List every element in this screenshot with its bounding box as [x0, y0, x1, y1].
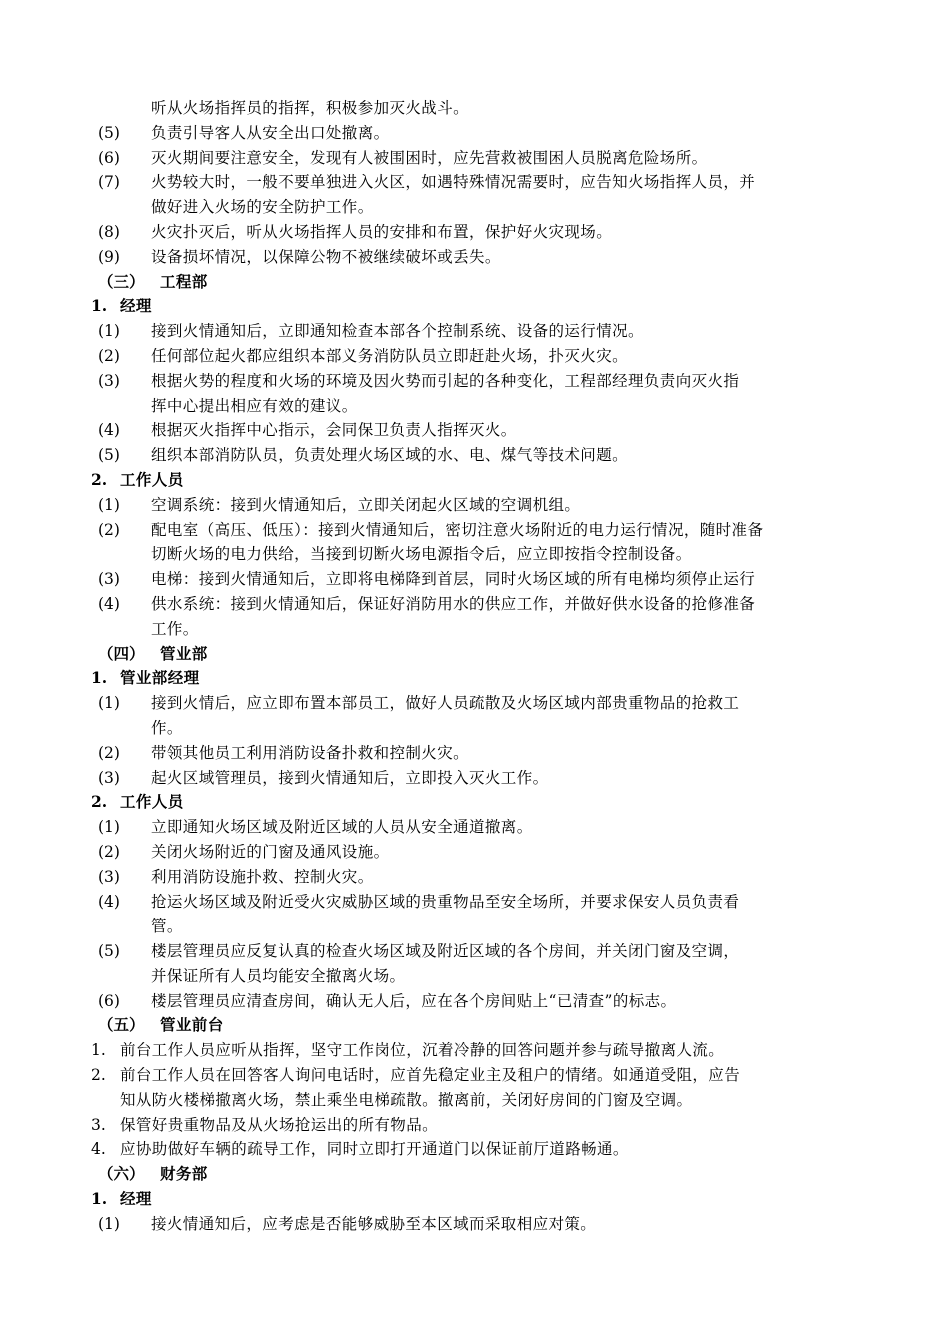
item-number: (2): [98, 842, 120, 861]
item-number: (3): [98, 867, 120, 886]
text-line-sub: [0, 294, 950, 319]
text-line-item: [0, 443, 950, 468]
item-number: （四）: [98, 643, 145, 663]
item-text: 管。: [151, 917, 183, 936]
item-text: 电梯：接到火情通知后，立即将电梯降到首层，同时火场区域的所有电梯均须停止运行: [151, 570, 756, 589]
item-text: 供水系统：接到火情通知后，保证好消防用水的供应工作，并做好供水设备的抢修准备: [151, 594, 756, 613]
text-line-sub: [0, 666, 950, 691]
item-number: (3): [98, 768, 120, 787]
item-text: 空调系统：接到火情通知后，立即关闭起火区域的空调机组。: [151, 495, 581, 514]
item-text: 接到火情后，应立即布置本部员工，做好人员疏散及火场区域内部贵重物品的抢救工: [151, 694, 740, 713]
item-text: 根据灭火指挥中心指示，会同保卫负责人指挥灭火。: [151, 421, 517, 440]
item-number: (1): [98, 322, 120, 341]
text-line-cont: [0, 195, 950, 220]
text-line-cont: [0, 617, 950, 642]
item-number: (9): [98, 247, 120, 266]
text-line-sub: [0, 468, 950, 493]
item-text: 财务部: [160, 1164, 208, 1184]
item-text: 经理: [120, 296, 152, 316]
text-line-arabic: [0, 1113, 950, 1138]
item-text: 切断火场的电力供给，当接到切断火场电源指令后，应立即按指令控制设备。: [151, 545, 692, 564]
item-number: (1): [98, 495, 120, 514]
text-line-sub: [0, 790, 950, 815]
item-text: 前台工作人员应听从指挥，坚守工作岗位，沉着冷静的回答问题并参与疏导撤离人流。: [120, 1041, 725, 1060]
item-number: (5): [98, 942, 120, 961]
text-line-item: [0, 146, 950, 171]
text-line-item: [0, 989, 950, 1014]
item-text: 负责引导客人从安全出口处撤离。: [151, 123, 390, 142]
item-number: 1.: [91, 296, 108, 316]
item-text: 设备损坏情况，以保障公物不被继续破坏或丢失。: [151, 247, 501, 266]
item-number: (2): [98, 520, 120, 539]
text-line-item: [0, 890, 950, 915]
text-line-item: [0, 518, 950, 543]
text-line-item: [0, 691, 950, 716]
item-number: (1): [98, 1214, 120, 1233]
item-number: (4): [98, 594, 120, 613]
item-text: 知从防火楼梯撤离火场，禁止乘坐电梯疏散。撤离前，关闭好房间的门窗及空调。: [120, 1090, 693, 1109]
text-line-cont: [0, 96, 950, 121]
text-line-item: [0, 741, 950, 766]
item-number: （六）: [98, 1164, 145, 1184]
text-line-item: [0, 939, 950, 964]
item-text: 管业前台: [160, 1015, 224, 1035]
item-text: 楼层管理员应清查房间，确认无人后，应在各个房间贴上“已清查”的标志。: [151, 991, 677, 1010]
item-number: (2): [98, 346, 120, 365]
item-text: 管业部经理: [120, 668, 200, 688]
text-line-item: [0, 567, 950, 592]
text-line-arabic: [0, 1063, 950, 1088]
item-number: (7): [98, 173, 120, 192]
item-number: (2): [98, 743, 120, 762]
item-text: 火势较大时，一般不要单独进入火区，如遇特殊情况需要时，应告知火场指挥人员，并: [151, 173, 756, 192]
item-number: 2.: [91, 469, 108, 489]
item-text: 楼层管理员应反复认真的检查火场区域及附近区域的各个房间，并关闭门窗及空调，: [151, 942, 740, 961]
text-line-sub: [0, 1187, 950, 1212]
item-text: 做好进入火场的安全防护工作。: [151, 198, 374, 217]
text-line-item: [0, 1212, 950, 1237]
text-line-arabic-cont: [0, 1088, 950, 1113]
text-line-section: [0, 1162, 950, 1187]
text-line-item: [0, 815, 950, 840]
item-text: 利用消防设施扑救、控制火灾。: [151, 867, 374, 886]
text-line-item: [0, 418, 950, 443]
item-text: 接到火情通知后，立即通知检查本部各个控制系统、设备的运行情况。: [151, 322, 644, 341]
item-number: (1): [98, 818, 120, 837]
text-line-cont: [0, 394, 950, 419]
item-number: (4): [98, 421, 120, 440]
item-number: （三）: [98, 271, 145, 291]
item-text: 灭火期间要注意安全，发现有人被围困时，应先营救被围困人员脱离危险场所。: [151, 148, 708, 167]
text-line-item: [0, 766, 950, 791]
text-line-item: [0, 170, 950, 195]
item-number: 2.: [91, 792, 108, 812]
item-text: 前台工作人员在回答客人询问电话时，应首先稳定业主及租户的情绪。如通道受阻，应告: [120, 1066, 741, 1085]
item-text: 作。: [151, 718, 183, 737]
text-line-item: [0, 121, 950, 146]
item-number: (5): [98, 446, 120, 465]
item-text: 火灾扑灭后，听从火场指挥人员的安排和布置，保护好火灾现场。: [151, 222, 613, 241]
text-line-cont: [0, 716, 950, 741]
item-text: 工程部: [160, 271, 208, 291]
item-text: 经理: [120, 1189, 152, 1209]
item-text: 根据火势的程度和火场的环境及因火势而引起的各种变化，工程部经理负责向灭火指: [151, 371, 740, 390]
text-line-item: [0, 220, 950, 245]
item-text: 抢运火场区域及附近受火灾威胁区域的贵重物品至安全场所，并要求保安人员负责看: [151, 892, 740, 911]
item-text: 组织本部消防队员，负责处理火场区域的水、电、煤气等技术问题。: [151, 446, 629, 465]
document-page: [0, 96, 950, 1237]
item-number: (6): [98, 991, 120, 1010]
text-line-item: [0, 344, 950, 369]
text-line-item: [0, 319, 950, 344]
text-line-section: [0, 642, 950, 667]
text-line-item: [0, 840, 950, 865]
item-number: 1.: [91, 668, 108, 688]
text-line-section: [0, 270, 950, 295]
text-line-item: [0, 592, 950, 617]
text-line-item: [0, 493, 950, 518]
item-text: 带领其他员工利用消防设备扑救和控制火灾。: [151, 743, 470, 762]
item-text: 关闭火场附近的门窗及通风设施。: [151, 842, 390, 861]
item-number: (4): [98, 892, 120, 911]
text-line-item: [0, 865, 950, 890]
item-text: 接火情通知后，应考虑是否能够威胁至本区域而采取相应对策。: [151, 1214, 597, 1233]
item-text: 任何部位起火都应组织本部义务消防队员立即赶赴火场，扑灭火灾。: [151, 346, 629, 365]
item-number: （五）: [98, 1015, 145, 1035]
item-text: 起火区域管理员，接到火情通知后，立即投入灭火工作。: [151, 768, 549, 787]
item-text: 工作人员: [120, 469, 184, 489]
item-number: (1): [98, 694, 120, 713]
item-number: 1.: [91, 1189, 108, 1209]
item-text: 工作。: [151, 619, 199, 638]
item-text: 并保证所有人员均能安全撤离火场。: [151, 966, 406, 985]
text-line-arabic: [0, 1137, 950, 1162]
item-text: 配电室（高压、低压）：接到火情通知后，密切注意火场附近的电力运行情况，随时准备: [151, 520, 764, 539]
item-text: 工作人员: [120, 792, 184, 812]
item-text: 应协助做好车辆的疏导工作，同时立即打开通道门以保证前厅道路畅通。: [120, 1140, 629, 1159]
item-text: 立即通知火场区域及附近区域的人员从安全通道撤离。: [151, 818, 533, 837]
item-number: (6): [98, 148, 120, 167]
item-text: 管业部: [160, 643, 208, 663]
item-number: (5): [98, 123, 120, 142]
item-number: (3): [98, 570, 120, 589]
text-line-arabic: [0, 1038, 950, 1063]
item-text: 听从火场指挥员的指挥，积极参加灭火战斗。: [151, 99, 470, 117]
item-number: 2.: [91, 1066, 106, 1085]
item-number: 1.: [91, 1041, 106, 1060]
text-line-cont: [0, 964, 950, 989]
item-number: 3.: [91, 1115, 106, 1134]
text-line-item: [0, 369, 950, 394]
text-line-section: [0, 1013, 950, 1038]
item-text: 挥中心提出相应有效的建议。: [151, 396, 358, 415]
item-number: (3): [98, 371, 120, 390]
text-line-cont: [0, 914, 950, 939]
text-line-item: [0, 245, 950, 270]
item-number: 4.: [91, 1140, 106, 1159]
text-line-cont: [0, 542, 950, 567]
item-number: (8): [98, 222, 120, 241]
item-text: 保管好贵重物品及从火场抢运出的所有物品。: [120, 1115, 439, 1134]
